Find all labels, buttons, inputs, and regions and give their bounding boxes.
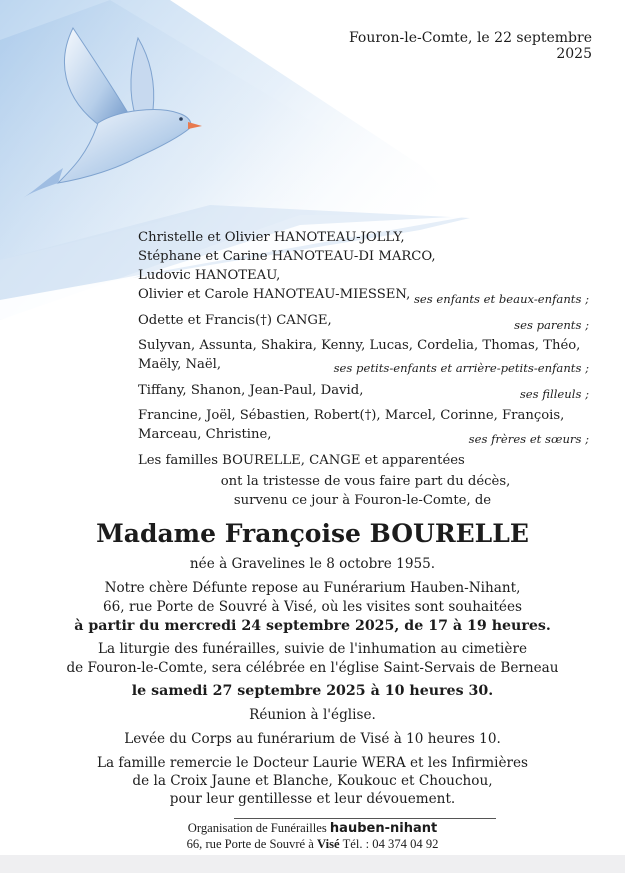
mourner-line: Les familles BOURELLE, CANGE et apparentées [138,453,465,468]
funeral-organisation [0,821,625,836]
relation-label: ses frères et sœurs ; [468,432,589,446]
dove-icon [18,18,208,208]
organisation-label: Organisation de Funérailles [187,821,327,835]
mourner-line: Christelle et Olivier HANOTEAU-JOLLY, [138,230,405,245]
bottom-strip [0,855,625,873]
liturgy-line: de Fouron-le-Comte, sera célébrée en l'église Saint-Servais de Berneau [66,660,559,676]
meeting-line: Réunion à l'église. [249,707,376,723]
mourner-line: Maëly, Naël, [138,357,222,372]
funeral-address [0,837,625,852]
thanks-line: La famille remercie le Docteur Laurie WERA et les Infirmières [96,755,529,771]
relation-label: ses enfants et beaux-enfants ; [413,292,589,306]
liturgy-time: le samedi 27 septembre 2025 à 10 heures 30. [131,683,494,699]
mourner-line: Francine, Joël, Sébastien, Robert(†), Marcel, Corinne, François, [138,408,565,423]
mourner-line: Odette et Francis(†) CANGE, [138,313,332,328]
address-city: Visé [317,837,340,851]
announcement-line: survenu ce jour à Fouron-le-Comte, de [233,493,492,508]
phone-number: Tél. : 04 374 04 92 [342,837,439,851]
mourner-line: Sulyvan, Assunta, Shakira, Kenny, Lucas, Cordelia, Thomas, Théo, [138,338,581,353]
thanks-line: de la Croix Jaune et Blanche, Koukouc et Chouchou, [132,773,493,789]
thanks-line: pour leur gentillesse et leur dévouement. [169,791,456,807]
announcement-line: ont la tristesse de vous faire part du décès, [220,474,511,489]
relation-label: ses filleuls ; [519,387,589,401]
place-date: Fouron-le-Comte, le 22 septembre 2025 [348,30,592,62]
birth-line: née à Gravelines le 8 octobre 1955. [189,556,436,572]
visitation-time: à partir du mercredi 24 septembre 2025, de 17 à 19 heures. [74,618,551,634]
footer-divider [234,818,496,819]
visitation-line: 66, rue Porte de Souvré à Visé, où les visites sont souhaitées [103,599,522,615]
liturgy-line: La liturgie des funérailles, suivie de l'inhumation au cimetière [98,641,527,657]
brand-logo-text: hauben-nihant [329,821,438,836]
mourner-line: Tiffany, Shanon, Jean-Paul, David, [138,383,364,398]
mourner-line: Stéphane et Carine HANOTEAU-DI MARCO, [138,249,436,264]
levee-line: Levée du Corps au funérarium de Visé à 10 heures 10. [124,731,501,747]
address-text: 66, rue Porte de Souvré à [186,837,314,851]
mourner-line: Marceau, Christine, [138,427,272,442]
visitation-line: Notre chère Défunte repose au Funérarium Hauben-Nihant, [104,580,521,596]
relation-label: ses parents ; [514,318,589,332]
relation-label: ses petits-enfants et arrière-petits-enfants ; [333,361,589,375]
mourner-line: Ludovic HANOTEAU, [138,268,281,283]
deceased-name: Madame Françoise BOURELLE [96,519,529,548]
mourner-line: Olivier et Carole HANOTEAU-MIESSEN, [138,287,411,302]
